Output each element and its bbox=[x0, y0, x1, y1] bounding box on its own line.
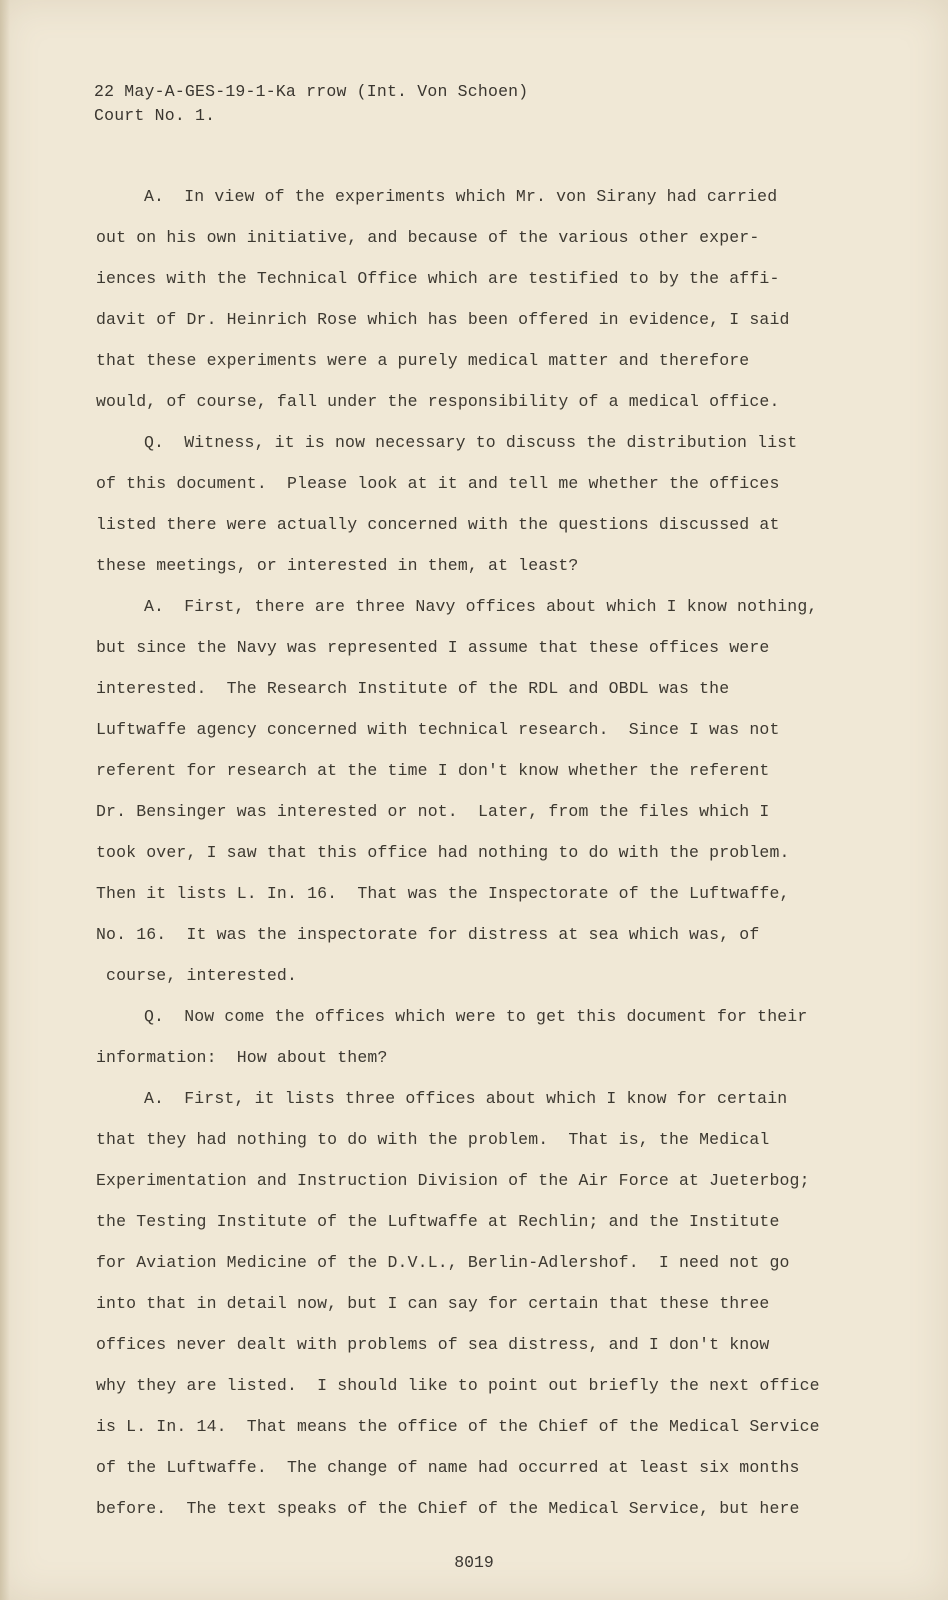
transcript-line: the Testing Institute of the Luftwaffe at Rechlin; and the Institute bbox=[96, 1212, 780, 1231]
transcript-line: before. The text speaks of the Chief of the Medical Service, but here bbox=[96, 1499, 800, 1518]
transcript-line: davit of Dr. Heinrich Rose which has been offered in evidence, I said bbox=[96, 310, 790, 329]
transcript-line: Dr. Bensinger was interested or not. Later, from the files which I bbox=[96, 802, 770, 821]
transcript-line: No. 16. It was the inspectorate for distress at sea which was, of bbox=[96, 925, 760, 944]
transcript-line: into that in detail now, but I can say for certain that these three bbox=[96, 1294, 770, 1313]
transcript-line: is L. In. 14. That means the office of the Chief of the Medical Service bbox=[96, 1417, 820, 1436]
transcript-line: why they are listed. I should like to point out briefly the next office bbox=[96, 1376, 820, 1395]
transcript-line: of the Luftwaffe. The change of name had occurred at least six months bbox=[96, 1458, 800, 1477]
transcript-line: of this document. Please look at it and tell me whether the offices bbox=[96, 474, 780, 493]
page-edge-shadow bbox=[0, 0, 10, 1600]
transcript-line: that these experiments were a purely medical matter and therefore bbox=[96, 351, 750, 370]
transcript-line: referent for research at the time I don't know whether the referent bbox=[96, 761, 770, 780]
transcript-body bbox=[96, 176, 848, 1529]
transcript-line: information: How about them? bbox=[96, 1048, 388, 1067]
transcript-line: offices never dealt with problems of sea distress, and I don't know bbox=[96, 1335, 770, 1354]
transcript-line: iences with the Technical Office which are testified to by the affi- bbox=[96, 269, 780, 288]
page-number: 8019 bbox=[454, 1553, 494, 1572]
transcript-line: A. In view of the experiments which Mr. von Sirany had carried bbox=[144, 187, 778, 206]
transcript-line: would, of course, fall under the responsibility of a medical office. bbox=[96, 392, 780, 411]
transcript-line: Q. Now come the offices which were to get this document for their bbox=[144, 1007, 808, 1026]
transcript-line: for Aviation Medicine of the D.V.L., Berlin-Adlershof. I need not go bbox=[96, 1253, 790, 1272]
header-court-line: Court No. 1. bbox=[94, 106, 216, 125]
transcript-line: A. First, there are three Navy offices about which I know nothing, bbox=[144, 597, 818, 616]
header-case-line: 22 May-A-GES-19-1-Ka rrow (Int. Von Schoen) bbox=[94, 82, 529, 101]
transcript-line: Luftwaffe agency concerned with technical research. Since I was not bbox=[96, 720, 780, 739]
transcript-line: out on his own initiative, and because of the various other exper- bbox=[96, 228, 760, 247]
transcript-line: took over, I saw that this office had nothing to do with the problem. bbox=[96, 843, 790, 862]
transcript-line: Then it lists L. In. 16. That was the Inspectorate of the Luftwaffe, bbox=[96, 884, 790, 903]
transcript-line: these meetings, or interested in them, at least? bbox=[96, 556, 579, 575]
transcript-line: Experimentation and Instruction Division of the Air Force at Jueterbog; bbox=[96, 1171, 810, 1190]
document-header bbox=[94, 80, 528, 128]
transcript-line: interested. The Research Institute of the RDL and OBDL was the bbox=[96, 679, 730, 698]
transcript-line: but since the Navy was represented I assume that these offices were bbox=[96, 638, 770, 657]
transcript-line: Q. Witness, it is now necessary to discuss the distribution list bbox=[144, 433, 798, 452]
transcript-line: course, interested. bbox=[96, 966, 298, 985]
transcript-line: listed there were actually concerned with the questions discussed at bbox=[96, 515, 780, 534]
transcript-line: A. First, it lists three offices about which I know for certain bbox=[144, 1089, 788, 1108]
transcript-line: that they had nothing to do with the problem. That is, the Medical bbox=[96, 1130, 770, 1149]
